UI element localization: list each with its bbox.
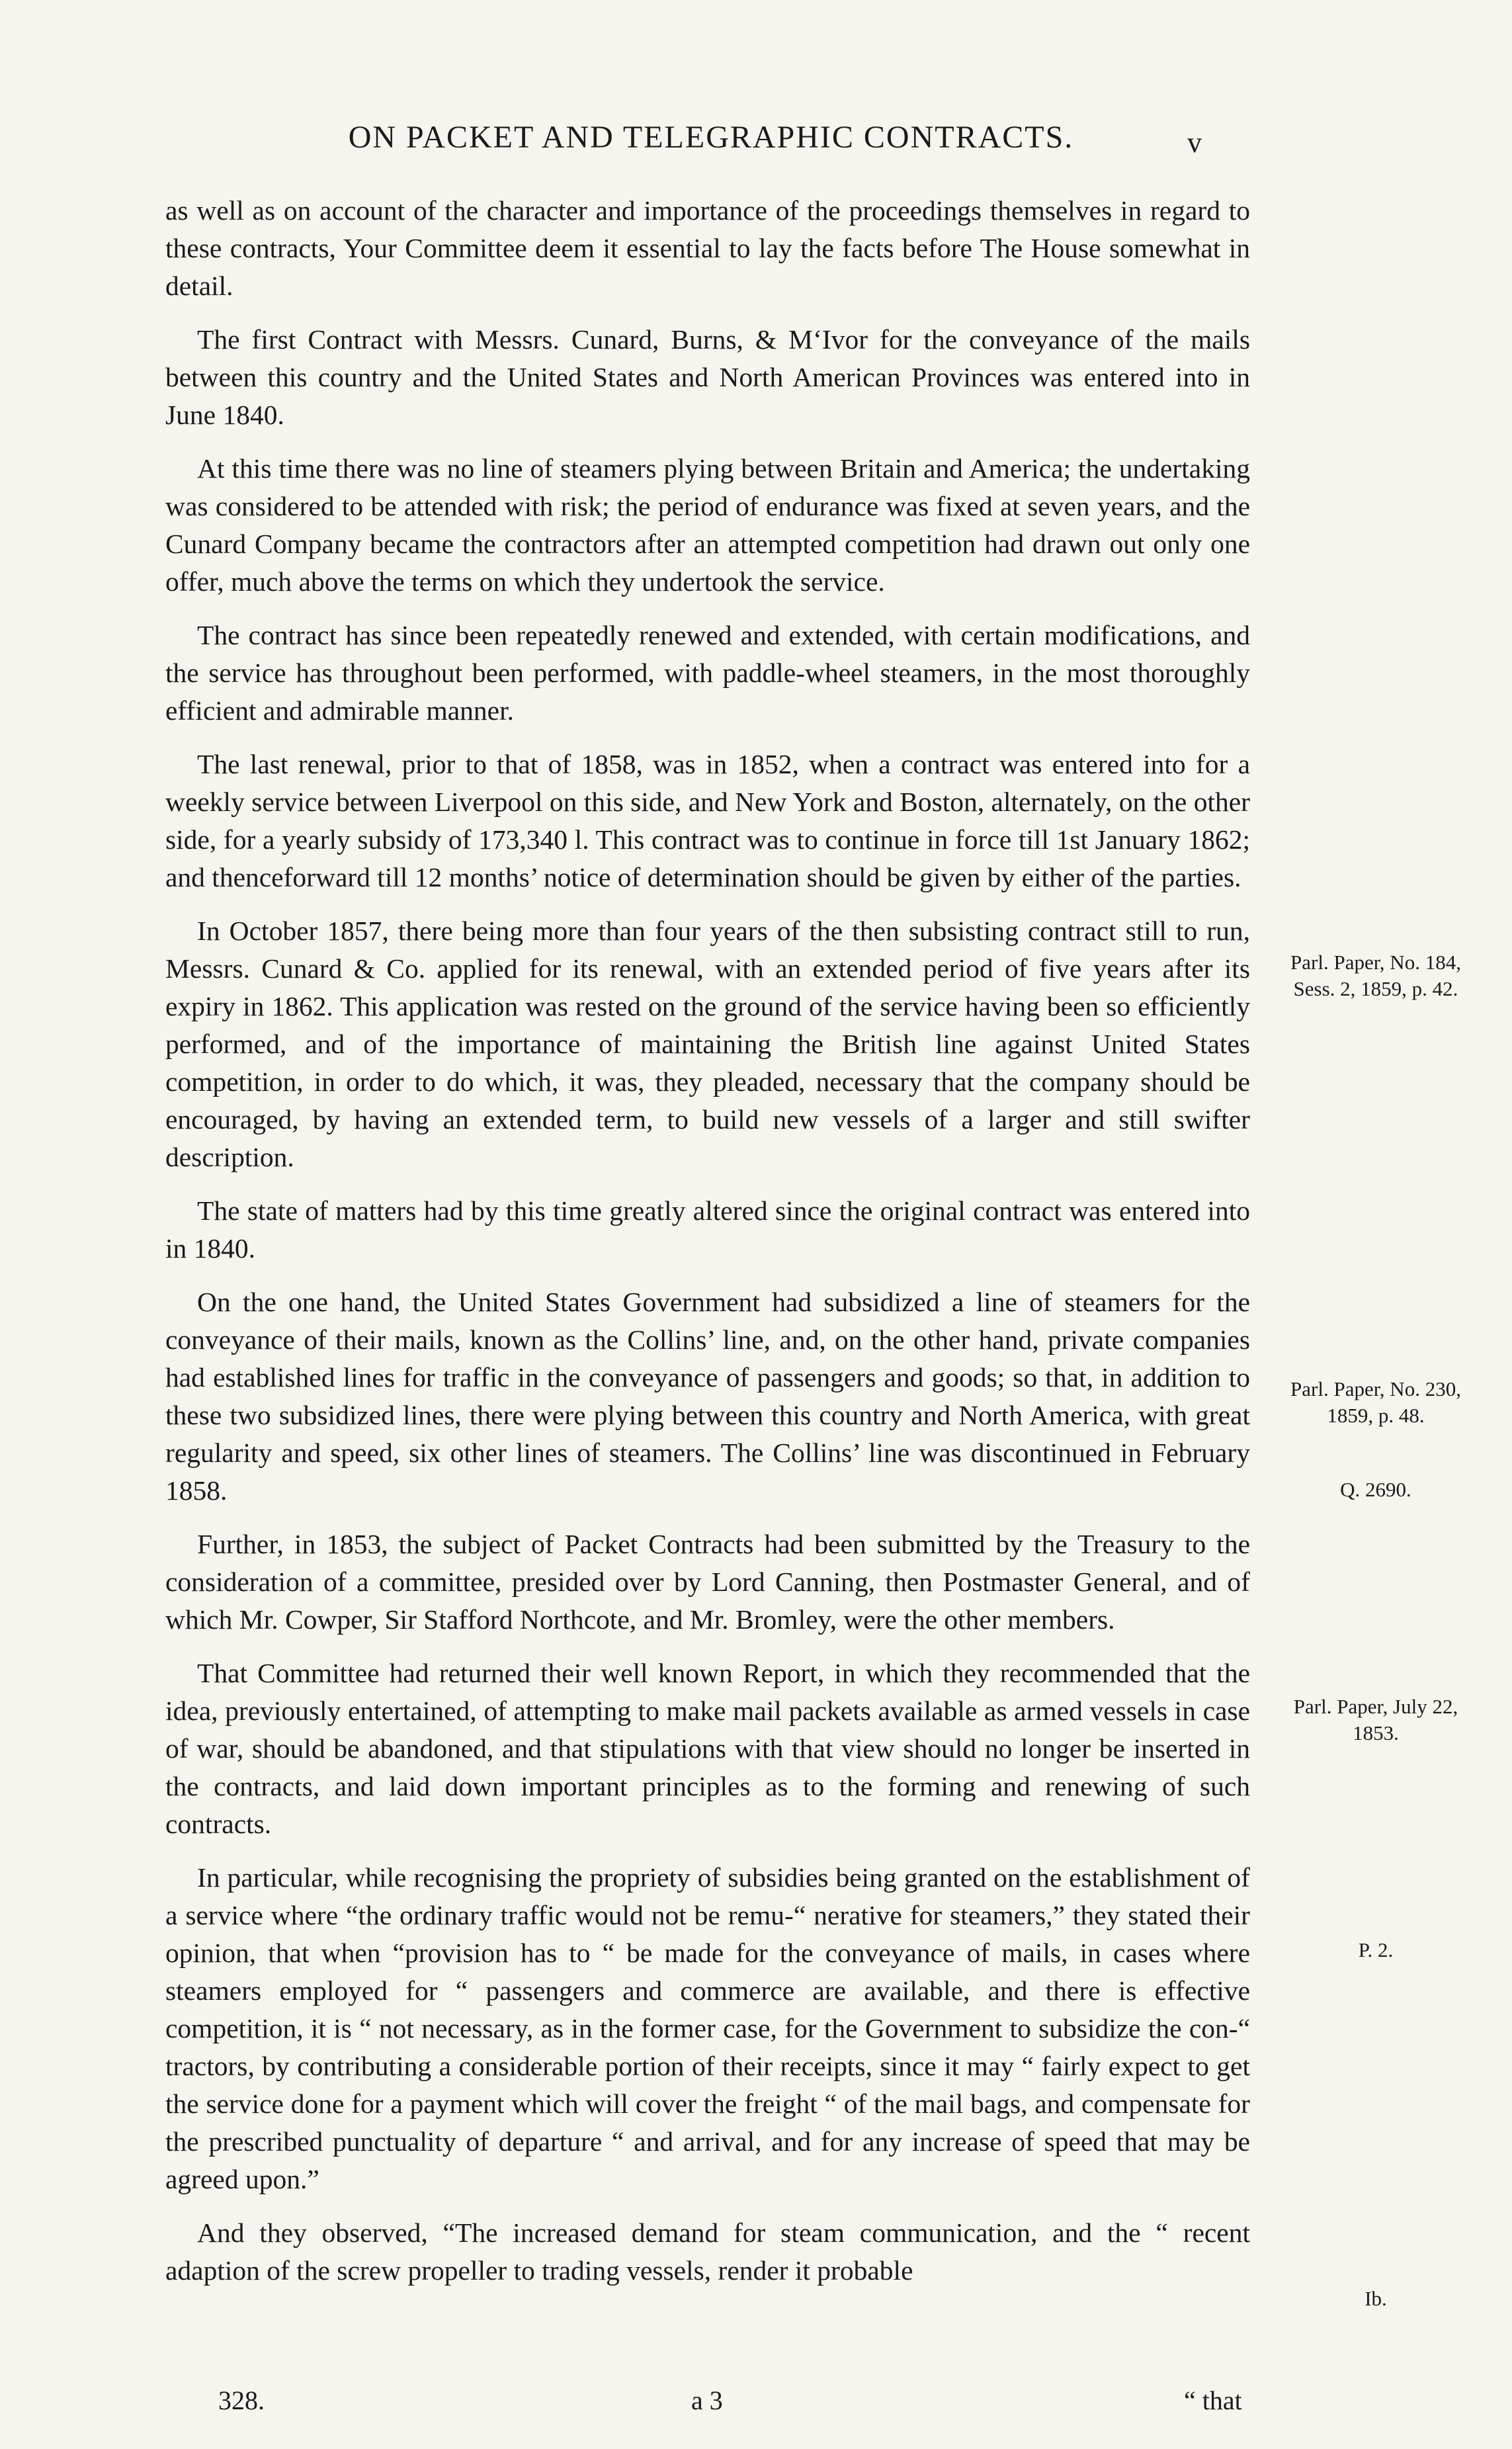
page-number: v: [1187, 126, 1202, 159]
margin-note: Parl. Paper, No. 230, 1859, p. 48.: [1290, 1377, 1461, 1427]
paragraph: as well as on account of the character and importance of the proceedings themselves in regard to these contracts, Your Committee deem it essential to lay the facts before The House somewhat in detail.: [165, 195, 1250, 301]
signature-mark: a 3: [691, 2385, 723, 2415]
paragraph: In October 1857, there being more than four years of the then subsisting contract still to run, Messrs. Cunard & Co. applied for its renewal, with an extended period of five years after its expiry in 1862. This application was rested on the ground of the service having been so efficiently performed, and of the importance of maintaining the British line against United States competition, in order to do which, it was, they pleaded, necessary that the company should be encouraged, by having an extended term, to build new vessels of a larger and still swifter description.: [165, 916, 1250, 1172]
margin-note: Parl. Paper, No. 184, Sess. 2, 1859, p. 42.: [1290, 951, 1461, 1000]
paragraph: At this time there was no line of steamers plying between Britain and America; the undertaking was considered to be attended with risk; the period of endurance was fixed at seven years, and the Cunard Company became the contractors after an attempted competition had drawn out only one offer, much above the terms on which they undertook the service.: [165, 453, 1250, 597]
paragraph: The first Contract with Messrs. Cunard, Burns, & M‘Ivor for the conveyance of the mails between this country and the United States and North American Provinces was entered into in June 1840.: [165, 324, 1250, 430]
paragraph: On the one hand, the United States Government had subsidized a line of steamers for the conveyance of their mails, known as the Collins’ line, and, on the other hand, private companies had established lines for traffic in the conveyance of passengers and goods; so that, in addition to these two subsidized lines, there were plying between this country and North America, with great regularity and speed, six other lines of steamers. The Collins’ line was discontinued in February 1858.: [165, 1287, 1250, 1506]
margin-note: Q. 2690.: [1340, 1478, 1411, 1501]
margin-note: Ib.: [1365, 2287, 1387, 2310]
margin-note: P. 2.: [1358, 1938, 1394, 1961]
body-text: [165, 192, 1250, 2305]
catchword: “ that: [1184, 2385, 1242, 2415]
paragraph: That Committee had returned their well known Report, in which they recommended that the idea, previously entertained, of attempting to make mail packets available as armed vessels in case of war, should be abandoned, and that stipulations with that view should no longer be inserted in the contracts, and laid down important principles as to the forming and renewing of such contracts.: [165, 1658, 1250, 1839]
paragraph: The contract has since been repeatedly renewed and extended, with certain modifications, and the service has throughout been performed, with paddle-wheel steamers, in the most thoroughly efficient and admirable manner.: [165, 620, 1250, 726]
print-number: 328.: [218, 2385, 265, 2415]
paragraph: Further, in 1853, the subject of Packet Contracts had been submitted by the Treasury to the consideration of a committee, presided over by Lord Canning, then Postmaster General, and of which Mr. Cowper, Sir Stafford Northcote, and Mr. Bromley, were the other members.: [165, 1529, 1250, 1635]
running-title: ON PACKET AND TELEGRAPHIC CONTRACTS.: [348, 120, 1074, 155]
paragraph: In particular, while recognising the propriety of subsidies being granted on the establishment of a service where “the ordinary traffic would not be remu-“ nerative for steamers,” they stated their opinion, that when “provision has to “ be made for the conveyance of mails, in cases where steamers employed for “ passengers and commerce are available, and there is effective competition, it is “ not necessary, as in the former case, for the Government to subsidize the con-“ tractors, by contributing a considerable portion of their receipts, since it may “ fairly expect to get the service done for a payment which will cover the freight “ of the mail bags, and compensate for the prescribed punctuality of departure “ and arrival, and for any increase of speed that may be agreed upon.”: [165, 1862, 1250, 2194]
paragraph: The last renewal, prior to that of 1858, was in 1852, when a contract was entered into for a weekly service between Liverpool on this side, and New York and Boston, alternately, on the other side, for a yearly subsidy of 173,340 l. This contract was to continue in force till 1st January 1862; and thenceforward till 12 months’ notice of determination should be given by either of the parties.: [165, 749, 1250, 892]
margin-note: Parl. Paper, July 22, 1853.: [1293, 1695, 1458, 1744]
paragraph: The state of matters had by this time greatly altered since the original contract was entered into in 1840.: [165, 1195, 1250, 1264]
paragraph: And they observed, “The increased demand for steam communication, and the “ recent adaption of the screw propeller to trading vessels, render it probable: [165, 2217, 1250, 2286]
